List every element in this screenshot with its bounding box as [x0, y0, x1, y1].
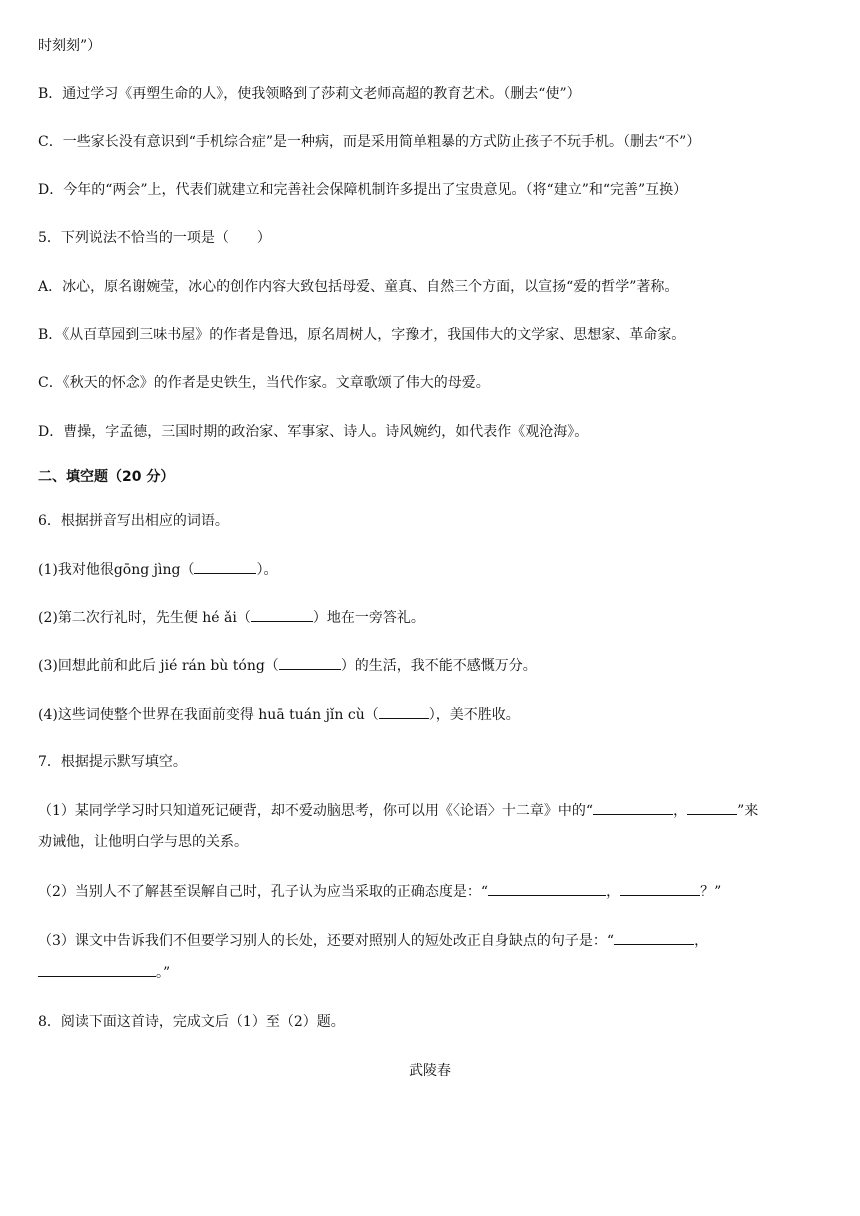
question-6-item-1 — [38, 559, 830, 580]
item-text: ），美不胜收。 — [428, 707, 520, 723]
item-text: ， — [694, 933, 709, 949]
item-text: ）的生活，我不能不感慨万分。 — [340, 658, 537, 674]
question-7-item-3 — [38, 930, 830, 951]
item-text: ， — [606, 884, 621, 900]
answer-blank[interactable] — [379, 704, 429, 719]
answer-blank[interactable] — [488, 881, 606, 896]
answer-blank[interactable] — [687, 800, 737, 815]
answer-blank[interactable] — [620, 881, 700, 896]
item-text: 。” — [156, 965, 171, 981]
question-6-item-4 — [38, 704, 830, 725]
question-8: 8．阅读下面这首诗，完成文后（1）至（2）题。 — [38, 1014, 345, 1030]
question-7-item-1-cont: 劝诫他，让他明白学与思的关系。 — [38, 834, 248, 850]
question-7-item-1 — [38, 800, 830, 821]
answer-blank[interactable] — [593, 800, 673, 815]
item-text: ）。 — [256, 562, 278, 578]
answer-blank[interactable] — [38, 962, 156, 977]
answer-blank[interactable] — [279, 655, 341, 670]
item-text: ）地在一旁答礼。 — [312, 610, 425, 626]
item-text: （2）当别人不了解甚至误解自己时，孔子认为应当采取的正确态度是：“ — [38, 884, 489, 900]
item-text: (3)回想此前和此后 jié rán bù tóng（ — [38, 658, 279, 674]
question-6-item-3 — [38, 655, 830, 676]
option-c: C．《秋天的怀念》的作者是史铁生，当代作家。文章歌颂了伟大的母爱。 — [38, 375, 490, 391]
item-text: ”来 — [737, 803, 759, 819]
option-a: A．冰心，原名谢婉莹，冰心的创作内容大致包括母爱、童真、自然三个方面，以宣扬“爱的哲学”著称。 — [38, 279, 679, 295]
option-b: B．通过学习《再塑生命的人》，使我领略到了莎莉文老师高超的教育艺术。（删去“使”） — [38, 86, 581, 102]
item-text: (4)这些词使整个世界在我面前变得 huā tuán jǐn cù（ — [38, 707, 379, 723]
item-text: ？” — [700, 884, 722, 900]
question-5: 5．下列说法不恰当的一项是（ ） — [38, 230, 271, 246]
question-7-item-2 — [38, 881, 830, 902]
section-heading: 二、填空题（20 分） — [38, 469, 175, 485]
answer-blank[interactable] — [614, 930, 694, 945]
question-7: 7．根据提示默写填空。 — [38, 754, 187, 770]
question-6-item-2 — [38, 607, 830, 628]
option-b: B．《从百草园到三味书屋》的作者是鲁迅，原名周树人，字豫才，我国伟大的文学家、思想家、革命家。 — [38, 327, 686, 343]
item-text: ， — [673, 803, 688, 819]
answer-blank[interactable] — [251, 607, 313, 622]
question-6: 6．根据拼音写出相应的词语。 — [38, 513, 229, 529]
option-d: D．曹操，字孟德，三国时期的政治家、军事家、诗人。诗风婉约，如代表作《观沧海》。 — [38, 424, 589, 440]
item-text: （1）某同学学习时只知道死记硬背，却不爱动脑思考，你可以用《〈论语〉十二章》中的“ — [38, 803, 594, 819]
option-d: D．今年的“两会”上，代表们就建立和完善社会保障机制许多提出了宝贵意见。（将“建立”和“完善”互换） — [38, 182, 688, 198]
option-c: C．一些家长没有意识到“手机综合症”是一种病，而是采用简单粗暴的方式防止孩子不玩手机。（删去“不”） — [38, 134, 701, 150]
text-line: 时刻刻”） — [38, 38, 102, 54]
item-text: （3）课文中告诉我们不但要学习别人的长处，还要对照别人的短处改正自身缺点的句子是：“ — [38, 933, 615, 949]
question-7-item-3-cont — [38, 962, 830, 983]
item-text: (1)我对他很gōng jìng（ — [38, 562, 195, 578]
poem-title: 武陵春 — [409, 1063, 451, 1079]
answer-blank[interactable] — [194, 559, 256, 574]
item-text: (2)第二次行礼时，先生便 hé ǎi（ — [38, 610, 251, 626]
